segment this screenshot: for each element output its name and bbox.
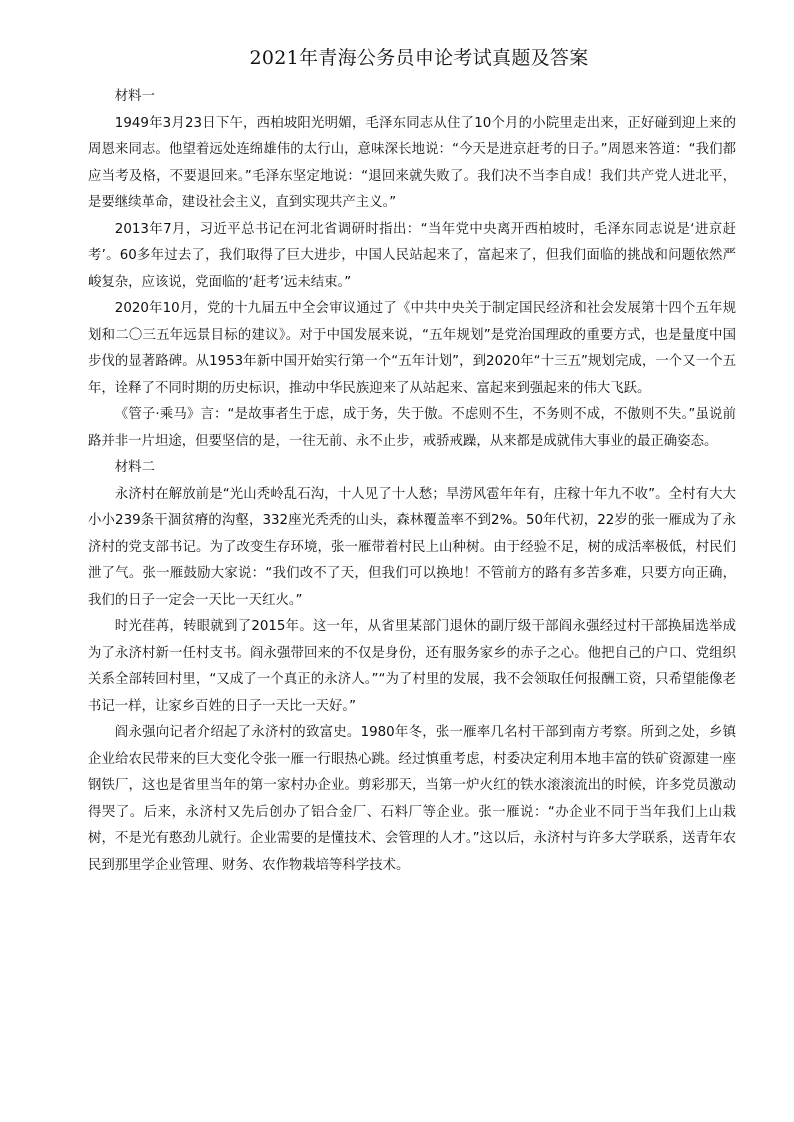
section-heading-2: 材料二 [114, 460, 155, 475]
document-body [88, 84, 736, 879]
paragraph: 《管子·乘马》言：“是故事者生于虑，成于务，失于傲。不虑则不生，不务则不成，不傲则不失。”虽说前路并非一片坦途，但要坚信的是，一往无前、永不止步，戒骄戒躁，从来都是成就伟大事业的最正确姿态。 [88, 407, 736, 449]
section-heading-1: 材料一 [114, 89, 155, 104]
paragraph: 时光荏苒，转眼就到了2015年。这一年，从省里某部门退休的副厅级干部阎永强经过村干部换届选举成为了永济村新一任村支书。阎永强带回来的不仅是身份，还有服务家乡的赤子之心。他把自己的户口、党组织关系全部转回村里，“又成了一个真正的永济人。”“为了村里的发展，我不会领取任何报酬工资，只希望能像老书记一样，让家乡百姓的日子一天比一天好。” [88, 619, 736, 714]
paragraph: 2013年7月，习近平总书记在河北省调研时指出：“当年党中央离开西柏坡时，毛泽东同志说是‘进京赶考’。60多年过去了，我们取得了巨大进步，中国人民站起来了，富起来了，但我们面临的挑战和问题依然严峻复杂，应该说，党面临的‘赶考’远未结束。” [88, 221, 736, 290]
paragraph: 阎永强向记者介绍起了永济村的致富史。1980年冬，张一雁率几名村干部到南方考察。所到之处，乡镇企业给农民带来的巨大变化令张一雁一行眼热心跳。经过慎重考虑，村委决定利用本地丰富的铁矿资源建一座钢铁厂，这也是省里当年的第一家村办企业。剪彩那天，当第一炉火红的铁水滚滚流出的时候，许多党员激动得哭了。后来，永济村又先后创办了铝合金厂、石料厂等企业。张一雁说：“办企业不同于当年我们上山栽树，不是光有憨劲儿就行。企业需要的是懂技术、会管理的人才。”这以后，永济村与许多大学联系，送青年农民到那里学企业管理、财务、农作物栽培等科学技术。 [88, 725, 736, 873]
paragraph: 1949年3月23日下午，西柏坡阳光明媚，毛泽东同志从住了10个月的小院里走出来，正好碰到迎上来的周恩来同志。他望着远处连绵雄伟的太行山，意味深长地说：“今天是进京赶考的日子。”周恩来答道：“我们都应当考及格，不要退回来。”毛泽东坚定地说：“退回来就失败了。我们决不当李自成！我们共产党人进北平，是要继续革命，建设社会主义，直到实现共产主义。” [88, 115, 736, 210]
paragraph: 2020年10月，党的十九届五中全会审议通过了《中共中央关于制定国民经济和社会发展第十四个五年规划和二〇三五年远景目标的建议》。对于中国发展来说，“五年规划”是党治国理政的重要方式，也是量度中国步伐的显著路碑。从1953年新中国开始实行第一个“五年计划”，到2020年“十三五”规划完成，一个又一个五年，诠释了不同时期的历史标识，推动中华民族迎来了从站起来、富起来到强起来的伟大飞跃。 [88, 301, 736, 396]
paragraph: 永济村在解放前是“光山秃岭乱石沟，十人见了十人愁；旱涝风雹年年有，庄稼十年九不收”。全村有大大小小239条干涸贫瘠的沟壑，332座光秃秃的山头，森林覆盖率不到2%。50年代初，22岁的张一雁成为了永济村的党支部书记。为了改变生存环境，张一雁带着村民上山种树。由于经验不足，树的成活率极低，村民们泄了气。张一雁鼓励大家说：“我们改不了天，但我们可以换地！不管前方的路有多苦多难，只要方向正确，我们的日子一定会一天比一天红火。” [88, 486, 736, 608]
document-title: 2021年青海公务员申论考试真题及答案 [249, 47, 589, 69]
